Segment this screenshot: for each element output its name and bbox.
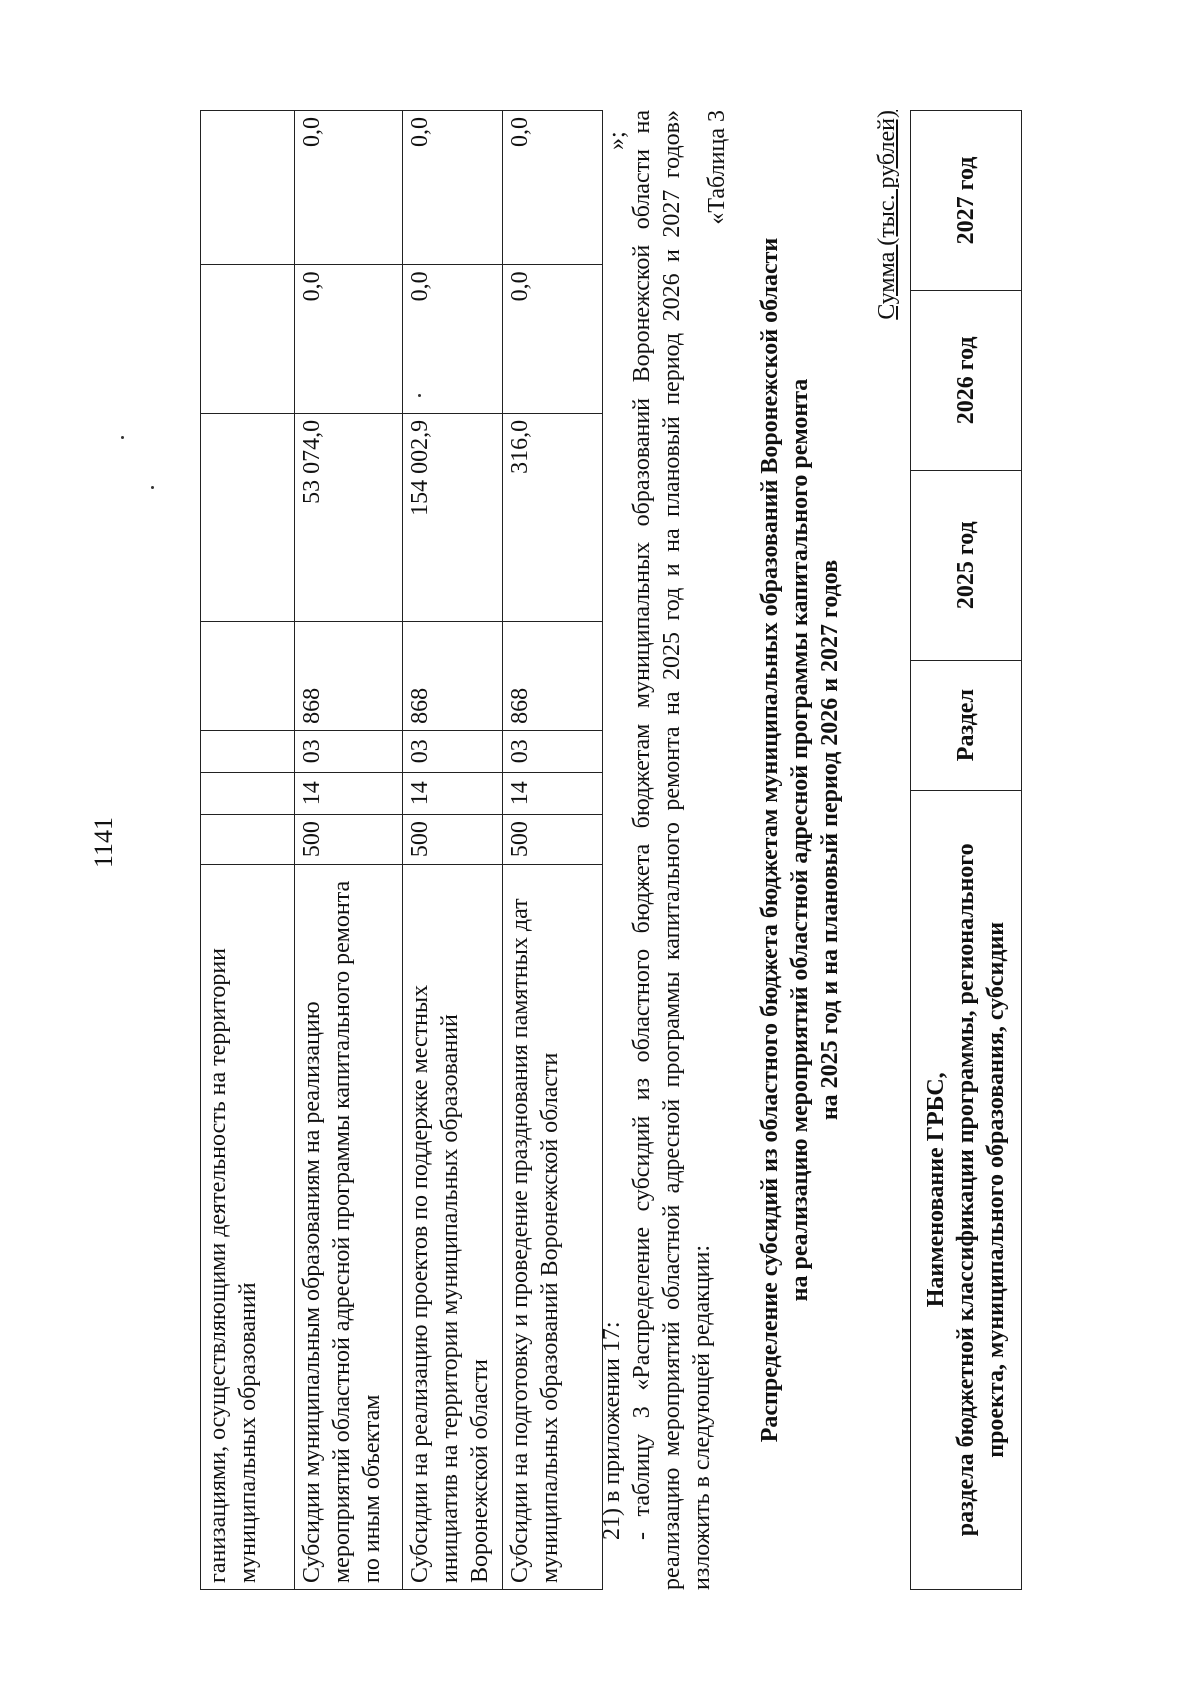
amount-2025	[201, 413, 295, 621]
subsidy-table-header	[910, 110, 1022, 1590]
document-title	[755, 120, 845, 1560]
rotated-page-content	[200, 110, 1200, 1590]
subsection-code: 03	[403, 730, 503, 772]
table-row	[201, 111, 295, 1590]
amount-2026: 0,0	[503, 265, 603, 413]
amendment-item: 21) в приложении 17:	[599, 1321, 625, 1540]
amount-2026: 0,0	[295, 265, 403, 413]
header-name-line: Наименование ГРБС,	[923, 1072, 949, 1308]
expense-code: 868	[503, 621, 603, 730]
ved-code: 500	[503, 814, 603, 864]
table-row	[503, 111, 603, 1590]
header-2025: 2025 год	[911, 470, 1022, 660]
header-name	[911, 790, 1022, 1589]
row-name: ганизациями, осуществляющими деятельность на территории муниципальных образований	[201, 864, 295, 1589]
title-line: Распределение субсидий из областного бюджета бюджетам муниципальных образований Воронежской области	[757, 237, 783, 1443]
row-name: Субсидии муниципальным образованиям на реализацию мероприятий областной адресной программы капитального ремонта по иным объектам	[295, 864, 403, 1589]
row-name: Субсидии на реализацию проектов по поддержке местных инициатив на территории муниципальных образований Воронежской области	[403, 864, 503, 1589]
closing-quote-mark: »;	[604, 131, 630, 150]
subsection-code: 03	[503, 730, 603, 772]
table-row	[403, 111, 503, 1590]
subsection-code	[201, 730, 295, 772]
section-code: 14	[403, 772, 503, 814]
amount-2026	[201, 265, 295, 413]
amendment-text: - таблицу 3 «Распределение субсидий из областного бюджета бюджетам муниципальных образований Воронежской области на реализацию мероприятий областной адресной программы капитального ремонта на 2025 год и на плановый период 2026 и 2027 годов» изложить в следующей редакции:	[629, 110, 715, 1590]
expense-code	[201, 621, 295, 730]
section-code: 14	[295, 772, 403, 814]
section-code	[201, 772, 295, 814]
subsection-code: 03	[295, 730, 403, 772]
ved-code: 500	[295, 814, 403, 864]
amount-2025: 154 002,9	[403, 413, 503, 621]
header-row	[911, 111, 1022, 1590]
amount-2027: 0,0	[503, 111, 603, 265]
title-line: на реализацию мероприятий областной адресной программы капитального ремонта	[787, 378, 813, 1302]
expense-code: 868	[295, 621, 403, 730]
amount-2027	[201, 111, 295, 265]
header-2027: 2027 год	[911, 111, 1022, 291]
amount-2027: 0,0	[403, 111, 503, 265]
scan-speck	[151, 486, 154, 489]
row-name: Субсидии на подготовку и проведение празднования памятных дат муниципальных образований Воронежской области	[503, 864, 603, 1589]
amount-2025: 316,0	[503, 413, 603, 621]
units-label: Сумма (тыс. рублей)	[874, 110, 900, 320]
ved-code	[201, 814, 295, 864]
subsidy-table-continuation	[200, 110, 603, 1590]
header-name-line: раздела бюджетной классификации программы, регионального проекта, муниципального образования, субсидии	[953, 843, 1009, 1537]
header-2026: 2026 год	[911, 290, 1022, 470]
amount-2025: 53 074,0	[295, 413, 403, 621]
section-code: 14	[503, 772, 603, 814]
table-reference: «Таблица 3	[704, 110, 730, 225]
page-number: 1141	[89, 816, 118, 868]
ved-code: 500	[403, 814, 503, 864]
amount-2026: 0,0	[403, 265, 503, 413]
header-section: Раздел	[911, 660, 1022, 790]
expense-code: 868	[403, 621, 503, 730]
title-line: на 2025 год и на плановый период 2026 и 2027 годов	[817, 559, 843, 1121]
amount-2027: 0,0	[295, 111, 403, 265]
table-row	[295, 111, 403, 1590]
scan-speck	[121, 436, 124, 439]
